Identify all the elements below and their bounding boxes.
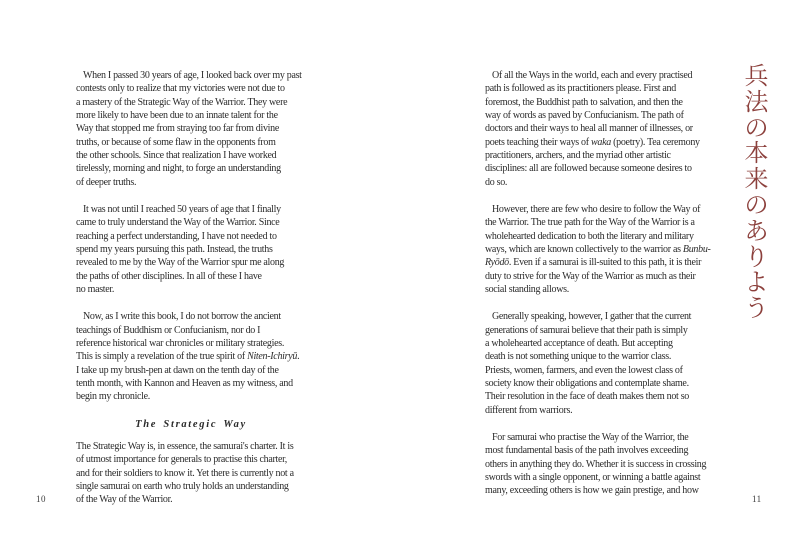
text-line: Way that stopped me from straying too far from divine	[76, 123, 279, 135]
text-line: do so.	[485, 176, 508, 188]
text-line: Of all the Ways in the world, each and every practised	[492, 70, 693, 81]
japanese-character: の	[744, 190, 769, 219]
paragraph	[76, 440, 306, 507]
japanese-character: り	[744, 242, 769, 271]
page-number-left: 10	[36, 494, 46, 504]
text-line: begin my chronicle.	[76, 391, 150, 403]
text-line: contests only to realize that my victories were not due to	[76, 83, 285, 95]
paragraph	[485, 310, 713, 417]
text-line: the Warrior. The true path for the Way of the Warrior is a	[485, 217, 695, 229]
text-line: of the Way of the Warrior.	[76, 494, 173, 506]
text-line: way of words as paved by Confucianism. The path of	[485, 109, 684, 121]
text-line: the other schools. Since that realization I have worked	[76, 149, 277, 161]
text-line: a wholehearted acceptance of death. But accepting	[485, 337, 673, 349]
left-page-text	[76, 69, 306, 507]
text-line: When I passed 30 years of age, I looked back over my past	[83, 70, 302, 81]
japanese-character: よ	[744, 268, 769, 297]
text-line: tirelessly, morning and night, to forge an understanding	[76, 163, 281, 175]
text-line: social standing allows.	[485, 283, 569, 295]
paragraph	[76, 203, 306, 296]
text-line: Generally speaking, however, I gather that the current	[492, 311, 692, 323]
text-line: revealed to me by the Way of the Warrior spur me along	[76, 257, 285, 269]
text-line: This is simply a revelation of the true spirit of Niten-Ichiryū.	[76, 351, 300, 363]
text-line: reaching a perfect understanding, I have not needed to	[76, 230, 277, 242]
paragraph	[485, 431, 713, 498]
text-line: different from warriors.	[485, 404, 573, 416]
text-line: The Strategic Way is, in essence, the samurai's charter. It is	[76, 441, 294, 453]
text-line: death is not something unique to the warrior class.	[485, 351, 672, 363]
section-heading: The Strategic Way	[135, 418, 247, 430]
japanese-margin-title	[743, 64, 770, 322]
text-line: tenth month, with Kannon and Heaven as my witness, and	[76, 377, 293, 389]
page-number-right: 11	[752, 494, 762, 504]
paragraph	[76, 310, 306, 403]
text-line: However, there are few who desire to follow the Way of	[492, 203, 701, 215]
text-line: poets teaching their ways of waka (poetry). Tea ceremony	[485, 136, 700, 148]
text-line: wholehearted dedication to both the literary and military	[485, 230, 694, 242]
text-line: duty to strive for the Way of the Warrior as much as their	[485, 270, 696, 282]
text-line: ways, which are known collectively to the warrior as Bunbu-	[485, 243, 711, 255]
japanese-character: の	[744, 113, 769, 142]
text-line: It was not until I reached 50 years of age that I finally	[83, 203, 281, 215]
text-line: For samurai who practise the Way of the Warrior, the	[492, 431, 689, 443]
paragraph	[485, 203, 713, 296]
text-line: Priests, women, farmers, and even the lowest class of	[485, 364, 683, 376]
text-line: the paths of other disciplines. In all of these I have	[76, 270, 262, 282]
text-line: I take up my brush-pen at dawn on the tenth day of the	[76, 364, 279, 376]
text-line: of utmost importance for generals to practise this charter,	[76, 454, 287, 466]
text-line: teachings of Buddhism or Confucianism, nor do I	[76, 324, 261, 336]
right-page-text	[485, 69, 713, 498]
text-line: a mastery of the Strategic Way of the Warrior. They were	[76, 96, 288, 108]
text-line: doctors and their ways to heal all manner of illnesses, or	[485, 123, 693, 135]
text-line: most fundamental basis of the path involves exceeding	[485, 445, 689, 457]
text-line: many, exceeding others is how we gain prestige, and how	[485, 485, 699, 497]
text-line: truths, or because of some flaw in the opponents from	[76, 136, 276, 148]
text-line: Ryōdō. Even if a samurai is ill-suited to this path, it is their	[485, 257, 702, 269]
text-line: spend my years pursuing this path. Instead, the truths	[76, 243, 273, 255]
text-line: single samurai on earth who truly holds an understanding	[76, 481, 289, 493]
text-line: path is followed as its practitioners please. First and	[485, 83, 676, 95]
text-line: Now, as I write this book, I do not borrow the ancient	[83, 311, 281, 323]
text-line: generations of samurai believe that their path is simply	[485, 324, 688, 336]
text-line: disciplines: all are followed because someone desires to	[485, 163, 692, 175]
text-line: came to truly understand the Way of the Warrior. Since	[76, 217, 280, 229]
paragraph	[76, 69, 306, 189]
text-line: no master.	[76, 283, 115, 295]
paragraph	[485, 69, 713, 189]
text-line: foremost, the Buddhist path to salvation, and then the	[485, 96, 683, 108]
japanese-character: 来	[744, 165, 769, 194]
text-line: society know their obligations and contemplate shame.	[485, 377, 689, 389]
text-line: others in anything they do. Whether it is success in crossing	[485, 458, 707, 470]
japanese-character: あ	[744, 216, 769, 245]
japanese-character: 本	[744, 139, 769, 168]
text-line: practitioners, archers, and the myriad other artistic	[485, 149, 671, 161]
text-line: reference historical war chronicles or military strategies.	[76, 337, 285, 349]
text-line: Their resolution in the face of death makes them not so	[485, 391, 689, 403]
text-line: swords with a single opponent, or winning a battle against	[485, 471, 701, 483]
text-line: and for their soldiers to know it. Yet there is currently not a	[76, 467, 294, 479]
japanese-character: 法	[744, 87, 769, 116]
text-line: more likely to have been due to an innate talent for the	[76, 109, 278, 121]
japanese-character: う	[744, 294, 769, 323]
japanese-character: 兵	[744, 62, 769, 90]
text-line: of deeper truths.	[76, 176, 137, 188]
